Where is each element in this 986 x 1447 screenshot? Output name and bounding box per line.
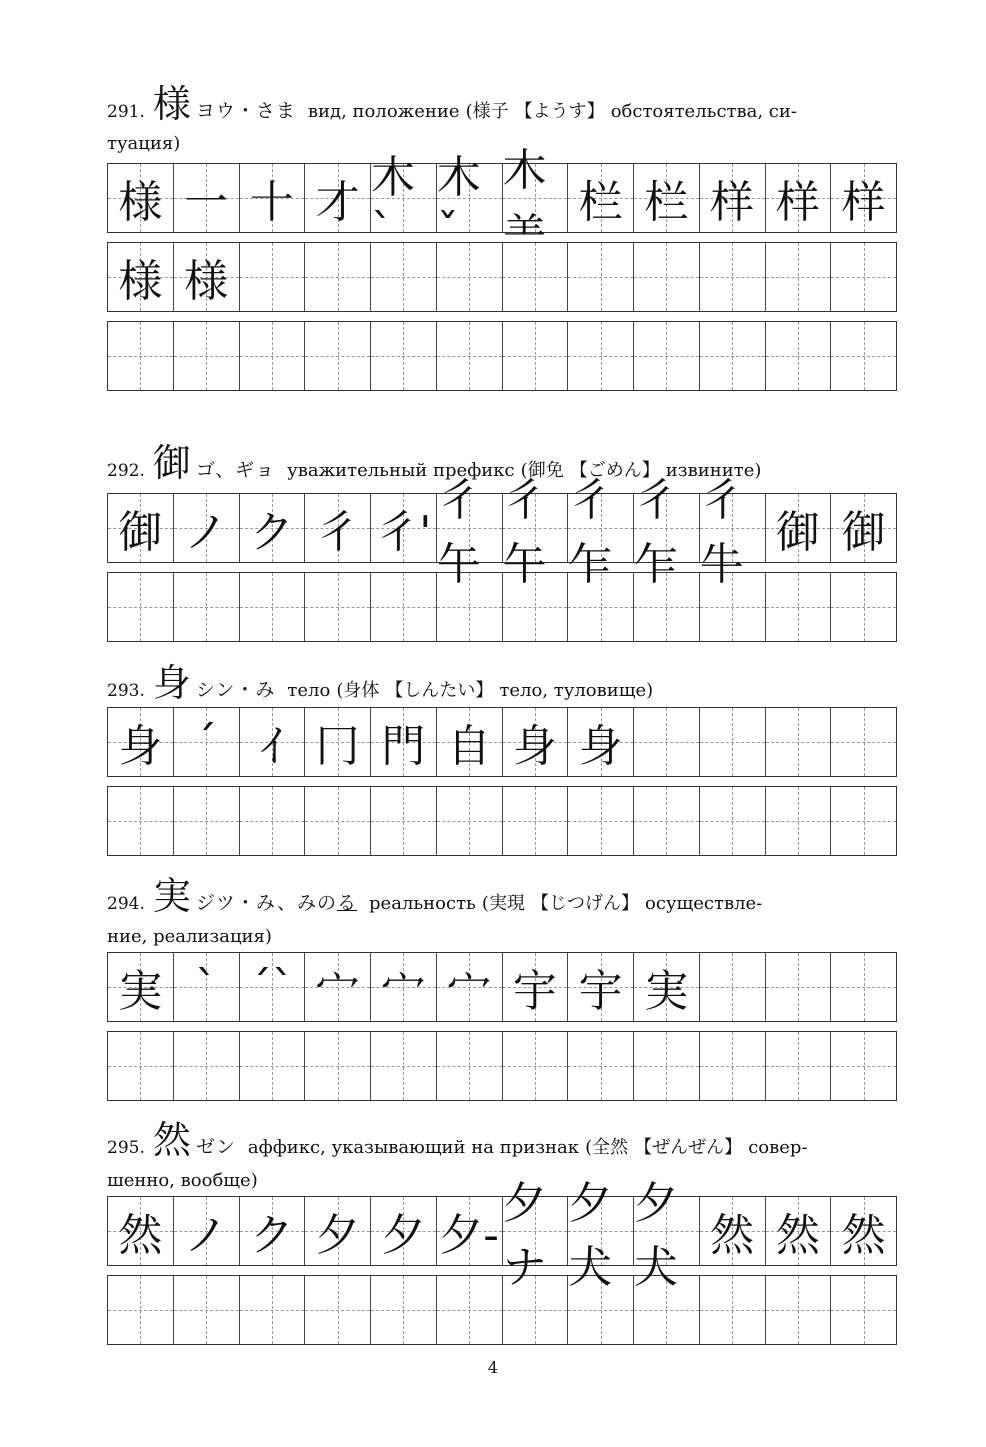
stroke-step: 然 bbox=[841, 1210, 886, 1261]
grid-cell bbox=[239, 1032, 305, 1100]
model-kanji: 様 bbox=[118, 177, 163, 228]
stroke-step: 彳午 bbox=[436, 475, 481, 590]
example-open: ( bbox=[520, 460, 528, 481]
stroke-step: 彳乍 bbox=[634, 475, 678, 590]
grid-cell bbox=[633, 475, 699, 590]
example-meaning: тело, туловище) bbox=[499, 680, 654, 701]
grid-cell bbox=[502, 953, 568, 1021]
grid-cell bbox=[765, 1276, 831, 1344]
example-reading: 【ごめん】 bbox=[569, 460, 660, 481]
grid-cell bbox=[370, 1032, 436, 1100]
entry-number: 291. bbox=[107, 102, 145, 122]
practice-row bbox=[107, 786, 897, 856]
entry-header bbox=[107, 874, 897, 920]
grid-cell bbox=[370, 1276, 436, 1344]
entry-reading: シン・み bbox=[195, 679, 276, 701]
grid-cell bbox=[304, 164, 370, 232]
stroke-step: 夕 bbox=[381, 1210, 426, 1261]
grid-cell bbox=[173, 573, 239, 641]
example-reading: 【ぜんぜん】 bbox=[634, 1137, 743, 1158]
grid-cell bbox=[304, 322, 370, 390]
example-meaning-cont: шенно, вообще) bbox=[107, 1170, 258, 1191]
stroke-step: 身 bbox=[512, 721, 557, 772]
grid-cell bbox=[633, 164, 699, 232]
grid-cell bbox=[502, 787, 568, 855]
grid-cell bbox=[699, 787, 765, 855]
grid-cell bbox=[173, 322, 239, 390]
grid-cell bbox=[436, 1197, 502, 1265]
entry-reading: ヨウ・さま bbox=[195, 100, 296, 122]
grid-cell bbox=[239, 164, 305, 232]
example-meaning: осуществле- bbox=[645, 893, 763, 914]
grid-cell bbox=[239, 243, 305, 311]
stroke-step: 夕 bbox=[315, 1210, 360, 1261]
grid-cell bbox=[765, 953, 831, 1021]
grid-cell bbox=[633, 1032, 699, 1100]
grid-cell bbox=[765, 1032, 831, 1100]
grid-cell bbox=[108, 243, 173, 311]
stroke-step: 御 bbox=[841, 507, 886, 558]
entry-reading: ゼン bbox=[195, 1136, 236, 1158]
grid-cell bbox=[699, 322, 765, 390]
stroke-step: 夕ナ bbox=[502, 1178, 547, 1293]
grid-cell bbox=[830, 953, 896, 1021]
stroke-step: 木ˇ bbox=[436, 151, 481, 256]
grid-cell bbox=[304, 787, 370, 855]
stroke-row bbox=[107, 145, 897, 260]
entry-meaning: реальность bbox=[369, 893, 476, 914]
grid-cell bbox=[567, 953, 633, 1021]
reading-main: ジツ・み、みの bbox=[195, 892, 338, 914]
stroke-step: ｲ bbox=[260, 721, 283, 772]
grid-cell bbox=[108, 573, 173, 641]
grid-cell bbox=[633, 708, 699, 776]
stroke-step: 夕- bbox=[439, 1210, 500, 1261]
grid-cell bbox=[765, 164, 831, 232]
entry-header bbox=[107, 1118, 897, 1164]
grid-cell bbox=[108, 1276, 173, 1344]
stroke-row bbox=[107, 707, 897, 777]
entry-kanji: 御 bbox=[152, 441, 191, 485]
example-word: 実現 bbox=[488, 893, 525, 914]
grid-cell bbox=[765, 494, 831, 562]
stroke-step: 样 bbox=[775, 177, 820, 228]
grid-cell bbox=[173, 243, 239, 311]
stroke-step: 彳午 bbox=[502, 475, 547, 590]
grid-cell bbox=[239, 322, 305, 390]
entry-reading bbox=[196, 892, 357, 914]
stroke-step: 十 bbox=[249, 177, 294, 228]
model-kanji: 実 bbox=[118, 966, 163, 1017]
stroke-step: 样 bbox=[710, 177, 755, 228]
grid-cell bbox=[108, 1032, 173, 1100]
stroke-step: 実 bbox=[644, 966, 689, 1017]
grid-cell bbox=[699, 708, 765, 776]
grid-cell bbox=[436, 708, 502, 776]
grid-cell bbox=[173, 953, 239, 1021]
grid-cell bbox=[304, 708, 370, 776]
stroke-step: 御 bbox=[775, 507, 820, 558]
example-open: ( bbox=[336, 680, 344, 701]
stroke-step: ノ bbox=[184, 507, 229, 558]
entry-number: 293. bbox=[107, 681, 145, 701]
stroke-step: ˋ bbox=[195, 961, 218, 1013]
grid-cell bbox=[436, 1032, 502, 1100]
grid-cell bbox=[567, 243, 633, 311]
stroke-step: 様 bbox=[184, 256, 229, 307]
grid-cell bbox=[830, 1276, 896, 1344]
grid-cell bbox=[108, 164, 173, 232]
grid-cell bbox=[370, 322, 436, 390]
grid-cell bbox=[304, 494, 370, 562]
grid-cell bbox=[370, 708, 436, 776]
grid-cell bbox=[370, 151, 436, 256]
entry-header bbox=[107, 661, 897, 707]
example-meaning: совер- bbox=[748, 1137, 808, 1158]
grid-cell bbox=[436, 1276, 502, 1344]
grid-cell bbox=[436, 787, 502, 855]
grid-cell bbox=[765, 243, 831, 311]
grid-cell bbox=[633, 953, 699, 1021]
entry-header bbox=[107, 82, 897, 128]
stroke-step: 宀 bbox=[381, 966, 426, 1017]
grid-cell bbox=[765, 573, 831, 641]
grid-cell bbox=[370, 494, 436, 562]
entry-header-line2 bbox=[107, 920, 897, 953]
grid-cell bbox=[108, 322, 173, 390]
grid-cell bbox=[699, 164, 765, 232]
example-meaning: обстоятельства, си- bbox=[610, 101, 797, 122]
entry-meaning: уважительный префикс bbox=[287, 460, 515, 481]
grid-cell bbox=[765, 322, 831, 390]
grid-cell bbox=[633, 1178, 699, 1293]
grid-cell bbox=[173, 164, 239, 232]
stroke-step: ク bbox=[249, 507, 294, 558]
entry-reading: ゴ、ギョ bbox=[195, 459, 276, 481]
model-kanji: 然 bbox=[118, 1210, 163, 1261]
grid-cell bbox=[502, 475, 568, 590]
grid-cell bbox=[436, 151, 502, 256]
grid-cell bbox=[370, 573, 436, 641]
grid-cell bbox=[173, 1197, 239, 1265]
model-kanji: 様 bbox=[118, 256, 163, 307]
grid-cell bbox=[830, 787, 896, 855]
grid-cell bbox=[436, 322, 502, 390]
grid-cell bbox=[567, 1032, 633, 1100]
example-word: 身体 bbox=[343, 680, 380, 701]
grid-cell bbox=[830, 322, 896, 390]
stroke-step: 彳' bbox=[375, 507, 432, 558]
stroke-step: 宀 bbox=[447, 966, 492, 1017]
grid-cell bbox=[108, 787, 173, 855]
stroke-step: 彳 bbox=[315, 507, 360, 558]
grid-cell bbox=[502, 708, 568, 776]
entry-number: 294. bbox=[107, 894, 145, 914]
grid-cell bbox=[633, 243, 699, 311]
entry-meaning: аффикс, указывающий на признак bbox=[247, 1137, 580, 1158]
grid-cell bbox=[239, 494, 305, 562]
grid-cell bbox=[830, 708, 896, 776]
grid-cell bbox=[830, 164, 896, 232]
stroke-step: 栏 bbox=[644, 177, 689, 228]
entry-kanji: 様 bbox=[152, 82, 191, 126]
grid-cell bbox=[304, 953, 370, 1021]
grid-cell bbox=[830, 573, 896, 641]
stroke-step: 一 bbox=[184, 177, 229, 228]
grid-cell bbox=[239, 787, 305, 855]
stroke-step: 木⺷ bbox=[502, 145, 547, 260]
stroke-step: 冂 bbox=[315, 721, 360, 772]
grid-cell bbox=[567, 708, 633, 776]
stroke-step: 然 bbox=[775, 1210, 820, 1261]
stroke-step: ク bbox=[249, 1210, 294, 1261]
grid-cell bbox=[567, 164, 633, 232]
stroke-step: 宇 bbox=[578, 966, 623, 1017]
grid-cell bbox=[173, 1032, 239, 1100]
stroke-step: 才 bbox=[315, 177, 360, 228]
stroke-step: 栏 bbox=[578, 177, 623, 228]
grid-cell bbox=[173, 1276, 239, 1344]
grid-cell bbox=[304, 1276, 370, 1344]
grid-cell bbox=[304, 1032, 370, 1100]
grid-cell bbox=[239, 573, 305, 641]
grid-cell bbox=[502, 1178, 568, 1293]
grid-cell bbox=[108, 708, 173, 776]
entry-kanji: 身 bbox=[152, 661, 191, 705]
grid-cell bbox=[173, 787, 239, 855]
grid-cell bbox=[830, 494, 896, 562]
example-word: 全然 bbox=[592, 1137, 629, 1158]
entry-meaning: тело bbox=[287, 680, 331, 701]
example-open: ( bbox=[585, 1137, 593, 1158]
stroke-step: 彳牛 bbox=[699, 475, 744, 590]
grid-cell bbox=[436, 953, 502, 1021]
grid-cell bbox=[370, 1197, 436, 1265]
grid-cell bbox=[502, 322, 568, 390]
grid-cell bbox=[765, 1197, 831, 1265]
grid-cell bbox=[502, 1032, 568, 1100]
stroke-step: 木` bbox=[371, 151, 415, 256]
example-reading: 【しんたい】 bbox=[385, 680, 494, 701]
stroke-step: 宇 bbox=[512, 966, 557, 1017]
grid-cell bbox=[108, 1197, 173, 1265]
stroke-step: 彳乍 bbox=[568, 475, 613, 590]
grid-cell bbox=[239, 1197, 305, 1265]
stroke-row bbox=[107, 952, 897, 1022]
grid-cell bbox=[567, 475, 633, 590]
entry-number: 295. bbox=[107, 1138, 145, 1158]
example-reading: 【ようす】 bbox=[514, 101, 605, 122]
model-kanji: 御 bbox=[118, 507, 163, 558]
grid-cell bbox=[370, 953, 436, 1021]
example-meaning: извините) bbox=[665, 460, 762, 481]
grid-cell bbox=[304, 1197, 370, 1265]
grid-cell bbox=[633, 787, 699, 855]
grid-cell bbox=[830, 1032, 896, 1100]
entry-kanji: 実 bbox=[152, 874, 191, 918]
grid-cell bbox=[699, 243, 765, 311]
example-reading: 【じつげん】 bbox=[530, 893, 639, 914]
reading-okurigana: る bbox=[337, 892, 358, 914]
grid-cell bbox=[239, 708, 305, 776]
grid-cell bbox=[830, 1197, 896, 1265]
stroke-step: ノ bbox=[184, 1210, 229, 1261]
practice-row bbox=[107, 321, 897, 391]
grid-cell bbox=[502, 145, 568, 260]
grid-cell bbox=[567, 787, 633, 855]
grid-cell bbox=[765, 708, 831, 776]
entry-number: 292. bbox=[107, 461, 145, 481]
stroke-step: 夕犬 bbox=[634, 1178, 678, 1293]
entry-meaning: вид, положение bbox=[307, 101, 460, 122]
stroke-step: 身 bbox=[578, 721, 623, 772]
stroke-step: ˊˋ bbox=[249, 961, 294, 1013]
example-word: 様子 bbox=[472, 101, 509, 122]
grid-cell bbox=[699, 1032, 765, 1100]
grid-cell bbox=[370, 787, 436, 855]
stroke-row bbox=[107, 475, 897, 590]
grid-cell bbox=[567, 322, 633, 390]
grid-cell bbox=[633, 322, 699, 390]
grid-cell bbox=[108, 494, 173, 562]
grid-cell bbox=[699, 1276, 765, 1344]
page-number: 4 bbox=[487, 1358, 499, 1377]
grid-cell bbox=[173, 708, 239, 776]
model-kanji: 身 bbox=[118, 721, 163, 772]
example-open: ( bbox=[465, 101, 473, 122]
grid-cell bbox=[436, 475, 502, 590]
grid-cell bbox=[108, 953, 173, 1021]
example-open: ( bbox=[481, 893, 489, 914]
example-meaning-cont: ние, реализация) bbox=[107, 926, 272, 947]
practice-row bbox=[107, 1031, 897, 1101]
entry-kanji: 然 bbox=[152, 1118, 191, 1162]
grid-cell bbox=[567, 1178, 633, 1293]
grid-cell bbox=[830, 243, 896, 311]
stroke-step: ˊ bbox=[195, 716, 218, 768]
stroke-step: 自 bbox=[447, 721, 492, 772]
grid-cell bbox=[173, 494, 239, 562]
stroke-step: 然 bbox=[710, 1210, 755, 1261]
grid-cell bbox=[239, 953, 305, 1021]
grid-cell bbox=[239, 1276, 305, 1344]
example-meaning-cont: туация) bbox=[107, 133, 181, 154]
stroke-step: 門 bbox=[381, 721, 426, 772]
grid-cell bbox=[304, 243, 370, 311]
grid-cell bbox=[304, 573, 370, 641]
grid-cell bbox=[765, 787, 831, 855]
grid-cell bbox=[699, 953, 765, 1021]
grid-cell bbox=[699, 475, 765, 590]
stroke-step: 样 bbox=[841, 177, 886, 228]
example-word: 御免 bbox=[527, 460, 564, 481]
grid-cell bbox=[699, 1197, 765, 1265]
stroke-step: 夕犬 bbox=[568, 1178, 613, 1293]
stroke-step: 宀 bbox=[315, 966, 360, 1017]
